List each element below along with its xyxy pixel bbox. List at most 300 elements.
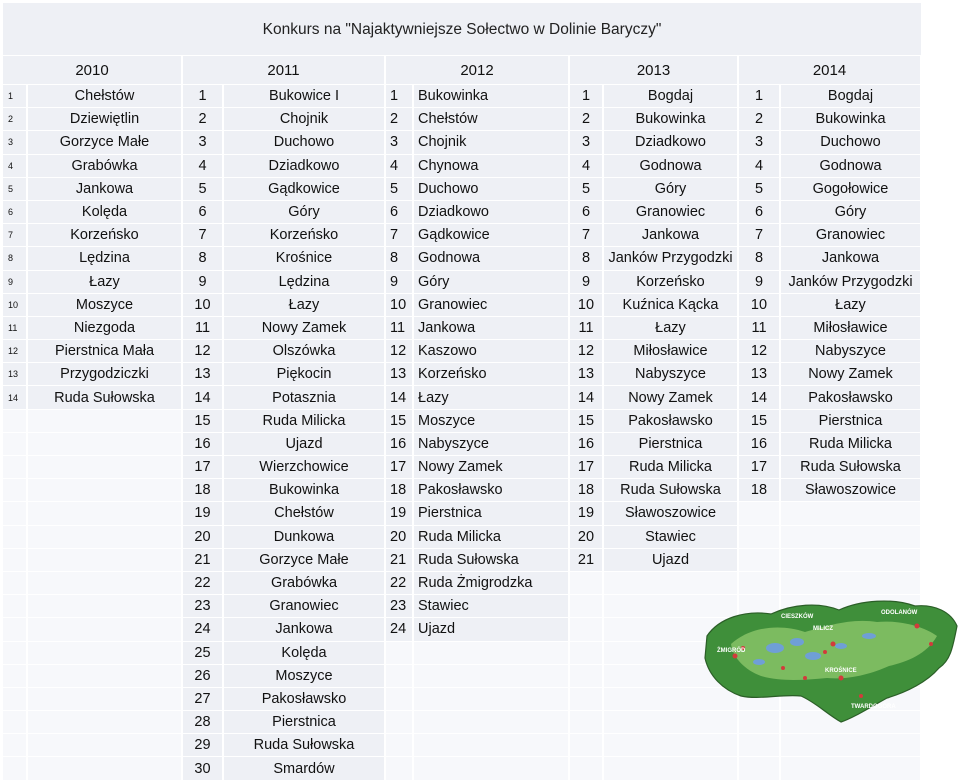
- rank-cell-2012: 1: [386, 85, 412, 107]
- rank-cell-2010: 12: [3, 340, 26, 362]
- rank-cell-2014: 5: [739, 178, 779, 200]
- village-cell-2011: Ruda Sułowska: [224, 734, 384, 756]
- rank-cell-2011: 26: [183, 665, 222, 687]
- village-cell-2012: Godnowa: [414, 247, 568, 269]
- rank-cell-2010: [3, 526, 26, 548]
- table-row: [3, 386, 921, 408]
- village-cell-2012: Korzeńsko: [414, 363, 568, 385]
- rank-cell-2010: 3: [3, 131, 26, 153]
- rank-cell-2011: 28: [183, 711, 222, 733]
- rank-cell-2010: [3, 572, 26, 594]
- rank-cell-2010: [3, 757, 26, 779]
- village-cell-2011: Dunkowa: [224, 526, 384, 548]
- year-header-2013: 2013: [570, 56, 737, 84]
- village-cell-2013: Pierstnica: [604, 433, 737, 455]
- village-cell-2010: [28, 757, 181, 779]
- village-cell-2011: Jankowa: [224, 618, 384, 640]
- table-row: [3, 363, 921, 385]
- village-cell-2010: Ruda Sułowska: [28, 386, 181, 408]
- rank-cell-2013: 20: [570, 526, 602, 548]
- village-cell-2014: Jankowa: [781, 247, 920, 269]
- village-cell-2013: [604, 572, 737, 594]
- table-row: [3, 85, 921, 107]
- rank-cell-2011: 13: [183, 363, 222, 385]
- year-header-2012: 2012: [386, 56, 568, 84]
- rank-cell-2012: 19: [386, 502, 412, 524]
- rank-cell-2011: 9: [183, 271, 222, 293]
- rank-cell-2012: [386, 734, 412, 756]
- rank-cell-2013: [570, 688, 602, 710]
- village-cell-2014: Sławoszowice: [781, 479, 920, 501]
- rank-cell-2014: [739, 502, 779, 524]
- village-cell-2013: Pakosławsko: [604, 410, 737, 432]
- rank-cell-2010: [3, 479, 26, 501]
- rank-cell-2010: 11: [3, 317, 26, 339]
- rank-cell-2013: 17: [570, 456, 602, 478]
- village-cell-2010: [28, 734, 181, 756]
- village-cell-2012: Chynowa: [414, 155, 568, 177]
- rank-cell-2013: 19: [570, 502, 602, 524]
- rank-cell-2013: [570, 572, 602, 594]
- rank-cell-2014: [739, 549, 779, 571]
- table-row: [3, 131, 921, 153]
- table-row: [3, 526, 921, 548]
- map-label-cieszkow: CIESZKÓW: [781, 614, 814, 620]
- village-cell-2013: Sławoszowice: [604, 502, 737, 524]
- village-cell-2010: Kolęda: [28, 201, 181, 223]
- village-cell-2011: Góry: [224, 201, 384, 223]
- village-cell-2014: Ruda Sułowska: [781, 456, 920, 478]
- year-header-2011: 2011: [183, 56, 384, 84]
- village-cell-2012: Ruda Milicka: [414, 526, 568, 548]
- rank-cell-2010: [3, 549, 26, 571]
- rank-cell-2014: 18: [739, 479, 779, 501]
- village-cell-2014: Pierstnica: [781, 410, 920, 432]
- village-cell-2012: Łazy: [414, 386, 568, 408]
- rank-cell-2010: [3, 502, 26, 524]
- rank-cell-2013: 2: [570, 108, 602, 130]
- dolina-baryczy-map-image: [701, 596, 959, 728]
- rank-cell-2011: 18: [183, 479, 222, 501]
- village-cell-2013: Korzeńsko: [604, 271, 737, 293]
- rank-cell-2012: [386, 711, 412, 733]
- rank-cell-2012: [386, 642, 412, 664]
- rank-cell-2010: [3, 711, 26, 733]
- village-cell-2014: [781, 549, 920, 571]
- village-cell-2010: [28, 618, 181, 640]
- rank-cell-2013: [570, 711, 602, 733]
- village-cell-2010: Niezgoda: [28, 317, 181, 339]
- village-cell-2011: Krośnice: [224, 247, 384, 269]
- village-cell-2011: Kolęda: [224, 642, 384, 664]
- village-cell-2011: Potasznia: [224, 386, 384, 408]
- rank-cell-2012: 7: [386, 224, 412, 246]
- village-cell-2010: [28, 688, 181, 710]
- village-cell-2012: Duchowo: [414, 178, 568, 200]
- rank-cell-2012: 10: [386, 294, 412, 316]
- village-cell-2014: Janków Przygodzki: [781, 271, 920, 293]
- village-cell-2013: Łazy: [604, 317, 737, 339]
- rank-cell-2012: 23: [386, 595, 412, 617]
- rank-cell-2013: 11: [570, 317, 602, 339]
- rank-cell-2013: 15: [570, 410, 602, 432]
- village-cell-2013: Bukowinka: [604, 108, 737, 130]
- rank-cell-2013: 7: [570, 224, 602, 246]
- village-cell-2014: Bukowinka: [781, 108, 920, 130]
- village-cell-2011: Bukowice I: [224, 85, 384, 107]
- table-row: [3, 294, 921, 316]
- table-row: [3, 572, 921, 594]
- rank-cell-2011: 12: [183, 340, 222, 362]
- rank-cell-2010: 5: [3, 178, 26, 200]
- sheet-title: Konkurs na "Najaktywniejsze Sołectwo w Dolinie Baryczy": [3, 3, 921, 55]
- village-cell-2014: [781, 526, 920, 548]
- rank-cell-2010: 1: [3, 85, 26, 107]
- village-cell-2014: Godnowa: [781, 155, 920, 177]
- rank-cell-2010: [3, 433, 26, 455]
- table-row: [3, 178, 921, 200]
- village-cell-2012: Pakosławsko: [414, 479, 568, 501]
- rank-cell-2013: 18: [570, 479, 602, 501]
- village-cell-2014: Miłosławice: [781, 317, 920, 339]
- rank-cell-2011: 23: [183, 595, 222, 617]
- rank-cell-2012: 3: [386, 131, 412, 153]
- rank-cell-2012: 8: [386, 247, 412, 269]
- village-cell-2013: Ruda Milicka: [604, 456, 737, 478]
- rank-cell-2011: 7: [183, 224, 222, 246]
- rank-cell-2014: 12: [739, 340, 779, 362]
- rank-cell-2014: 14: [739, 386, 779, 408]
- village-cell-2012: Granowiec: [414, 294, 568, 316]
- rank-cell-2011: 14: [183, 386, 222, 408]
- village-cell-2010: [28, 711, 181, 733]
- village-cell-2011: Korzeńsko: [224, 224, 384, 246]
- rank-cell-2011: 1: [183, 85, 222, 107]
- village-cell-2011: Chełstów: [224, 502, 384, 524]
- rank-cell-2010: 10: [3, 294, 26, 316]
- table-row: [3, 340, 921, 362]
- rank-cell-2014: 15: [739, 410, 779, 432]
- rank-cell-2014: 2: [739, 108, 779, 130]
- rank-cell-2012: 15: [386, 410, 412, 432]
- village-cell-2012: Bukowinka: [414, 85, 568, 107]
- village-cell-2010: [28, 526, 181, 548]
- village-cell-2014: Bogdaj: [781, 85, 920, 107]
- village-cell-2012: Pierstnica: [414, 502, 568, 524]
- rank-cell-2010: [3, 665, 26, 687]
- village-cell-2010: [28, 456, 181, 478]
- rank-cell-2011: 27: [183, 688, 222, 710]
- rank-cell-2012: 16: [386, 433, 412, 455]
- village-cell-2013: Stawiec: [604, 526, 737, 548]
- village-cell-2013: Jankowa: [604, 224, 737, 246]
- village-cell-2011: Ujazd: [224, 433, 384, 455]
- rank-cell-2012: 6: [386, 201, 412, 223]
- rank-cell-2013: 10: [570, 294, 602, 316]
- rank-cell-2014: 9: [739, 271, 779, 293]
- village-cell-2011: Łazy: [224, 294, 384, 316]
- rank-cell-2013: 14: [570, 386, 602, 408]
- rank-cell-2012: 22: [386, 572, 412, 594]
- rank-cell-2010: [3, 410, 26, 432]
- table-row: [3, 734, 921, 756]
- village-cell-2010: [28, 410, 181, 432]
- village-cell-2012: Stawiec: [414, 595, 568, 617]
- rank-cell-2013: 16: [570, 433, 602, 455]
- village-cell-2012: [414, 665, 568, 687]
- village-cell-2011: Ruda Milicka: [224, 410, 384, 432]
- village-cell-2010: [28, 665, 181, 687]
- village-cell-2010: Łazy: [28, 271, 181, 293]
- village-cell-2014: [781, 734, 920, 756]
- rank-cell-2012: 20: [386, 526, 412, 548]
- village-cell-2010: [28, 549, 181, 571]
- rank-cell-2014: 3: [739, 131, 779, 153]
- village-cell-2010: [28, 479, 181, 501]
- rank-cell-2013: 12: [570, 340, 602, 362]
- rank-cell-2013: 8: [570, 247, 602, 269]
- village-cell-2010: [28, 595, 181, 617]
- village-cell-2012: Ruda Sułowska: [414, 549, 568, 571]
- rank-cell-2012: [386, 688, 412, 710]
- rank-cell-2013: [570, 665, 602, 687]
- rank-cell-2014: 1: [739, 85, 779, 107]
- village-cell-2014: Gogołowice: [781, 178, 920, 200]
- table-row: [3, 502, 921, 524]
- rank-cell-2012: [386, 665, 412, 687]
- year-header-2010: 2010: [3, 56, 181, 84]
- table-row: [3, 271, 921, 293]
- rank-cell-2012: 24: [386, 618, 412, 640]
- village-cell-2013: Nabyszyce: [604, 363, 737, 385]
- village-cell-2011: Piękocin: [224, 363, 384, 385]
- village-cell-2011: Smardów: [224, 757, 384, 779]
- rank-cell-2010: 6: [3, 201, 26, 223]
- village-cell-2012: Ujazd: [414, 618, 568, 640]
- village-cell-2010: Dziewiętlin: [28, 108, 181, 130]
- rank-cell-2014: 6: [739, 201, 779, 223]
- rank-cell-2010: [3, 618, 26, 640]
- rank-cell-2010: [3, 734, 26, 756]
- rank-cell-2014: 8: [739, 247, 779, 269]
- rank-cell-2012: 21: [386, 549, 412, 571]
- table-row: [3, 433, 921, 455]
- village-cell-2014: Nabyszyce: [781, 340, 920, 362]
- rank-cell-2013: [570, 595, 602, 617]
- village-cell-2014: Ruda Milicka: [781, 433, 920, 455]
- village-cell-2014: Góry: [781, 201, 920, 223]
- village-cell-2014: Duchowo: [781, 131, 920, 153]
- rank-cell-2013: 5: [570, 178, 602, 200]
- village-cell-2010: [28, 433, 181, 455]
- rank-cell-2011: 29: [183, 734, 222, 756]
- rank-cell-2014: [739, 572, 779, 594]
- village-cell-2013: Bogdaj: [604, 85, 737, 107]
- rank-cell-2011: 4: [183, 155, 222, 177]
- village-cell-2011: Wierzchowice: [224, 456, 384, 478]
- rank-cell-2010: [3, 688, 26, 710]
- village-cell-2013: [604, 757, 737, 779]
- village-cell-2013: Dziadkowo: [604, 131, 737, 153]
- rank-cell-2011: 17: [183, 456, 222, 478]
- rank-cell-2013: [570, 757, 602, 779]
- rank-cell-2010: [3, 595, 26, 617]
- rank-cell-2011: 6: [183, 201, 222, 223]
- rank-cell-2010: [3, 456, 26, 478]
- rank-cell-2010: 8: [3, 247, 26, 269]
- rank-cell-2011: 30: [183, 757, 222, 779]
- rank-cell-2012: 12: [386, 340, 412, 362]
- rank-cell-2014: [739, 757, 779, 779]
- table-row: [3, 456, 921, 478]
- village-cell-2012: Nabyszyce: [414, 433, 568, 455]
- rank-cell-2013: [570, 642, 602, 664]
- rank-cell-2012: 18: [386, 479, 412, 501]
- rank-cell-2011: 15: [183, 410, 222, 432]
- village-cell-2013: Nowy Zamek: [604, 386, 737, 408]
- village-cell-2011: Lędzina: [224, 271, 384, 293]
- village-cell-2012: Gądkowice: [414, 224, 568, 246]
- village-cell-2010: Lędzina: [28, 247, 181, 269]
- rank-cell-2014: 17: [739, 456, 779, 478]
- table-row: [3, 224, 921, 246]
- village-cell-2012: Jankowa: [414, 317, 568, 339]
- rank-cell-2010: [3, 642, 26, 664]
- village-cell-2013: Góry: [604, 178, 737, 200]
- rank-cell-2011: 2: [183, 108, 222, 130]
- village-cell-2014: [781, 502, 920, 524]
- village-cell-2010: [28, 642, 181, 664]
- rank-cell-2014: 11: [739, 317, 779, 339]
- village-cell-2012: Kaszowo: [414, 340, 568, 362]
- rank-cell-2013: 13: [570, 363, 602, 385]
- village-cell-2012: [414, 642, 568, 664]
- village-cell-2013: Granowiec: [604, 201, 737, 223]
- village-cell-2010: Grabówka: [28, 155, 181, 177]
- table-row: [3, 108, 921, 130]
- rank-cell-2014: 4: [739, 155, 779, 177]
- village-cell-2013: [604, 734, 737, 756]
- rank-cell-2012: 13: [386, 363, 412, 385]
- map-label-zmigrod: ŻMIGRÓD: [717, 648, 746, 654]
- village-cell-2014: [781, 572, 920, 594]
- rank-cell-2014: 10: [739, 294, 779, 316]
- village-cell-2012: Nowy Zamek: [414, 456, 568, 478]
- table-row: [3, 317, 921, 339]
- rank-cell-2010: 7: [3, 224, 26, 246]
- village-cell-2012: [414, 688, 568, 710]
- table-row: [3, 247, 921, 269]
- village-cell-2013: Kuźnica Kącka: [604, 294, 737, 316]
- table-row: [3, 479, 921, 501]
- village-cell-2010: Moszyce: [28, 294, 181, 316]
- village-cell-2014: Nowy Zamek: [781, 363, 920, 385]
- rank-cell-2014: 13: [739, 363, 779, 385]
- village-cell-2013: Ujazd: [604, 549, 737, 571]
- village-cell-2013: Janków Przygodzki: [604, 247, 737, 269]
- rank-cell-2014: 16: [739, 433, 779, 455]
- village-cell-2011: Granowiec: [224, 595, 384, 617]
- rank-cell-2013: [570, 618, 602, 640]
- village-cell-2010: Jankowa: [28, 178, 181, 200]
- rank-cell-2011: 8: [183, 247, 222, 269]
- table-row: [3, 155, 921, 177]
- rank-cell-2013: 6: [570, 201, 602, 223]
- rank-cell-2010: 2: [3, 108, 26, 130]
- village-cell-2012: [414, 757, 568, 779]
- village-cell-2011: Bukowinka: [224, 479, 384, 501]
- village-cell-2011: Moszyce: [224, 665, 384, 687]
- rank-cell-2012: 14: [386, 386, 412, 408]
- village-cell-2012: Chojnik: [414, 131, 568, 153]
- rank-cell-2013: 3: [570, 131, 602, 153]
- rank-cell-2011: 3: [183, 131, 222, 153]
- village-cell-2012: Góry: [414, 271, 568, 293]
- rank-cell-2013: 1: [570, 85, 602, 107]
- rank-cell-2011: 25: [183, 642, 222, 664]
- table-row: [3, 549, 921, 571]
- village-cell-2011: Olszówka: [224, 340, 384, 362]
- village-cell-2011: Nowy Zamek: [224, 317, 384, 339]
- village-cell-2011: Grabówka: [224, 572, 384, 594]
- rank-cell-2010: 13: [3, 363, 26, 385]
- rank-cell-2010: 9: [3, 271, 26, 293]
- rank-cell-2011: 22: [183, 572, 222, 594]
- rank-cell-2014: 7: [739, 224, 779, 246]
- village-cell-2012: [414, 734, 568, 756]
- village-cell-2012: Dziadkowo: [414, 201, 568, 223]
- rank-cell-2011: 21: [183, 549, 222, 571]
- rank-cell-2010: 14: [3, 386, 26, 408]
- rank-cell-2013: [570, 734, 602, 756]
- village-cell-2014: [781, 757, 920, 779]
- rank-cell-2014: [739, 526, 779, 548]
- rank-cell-2011: 19: [183, 502, 222, 524]
- village-cell-2010: Chełstów: [28, 85, 181, 107]
- village-cell-2012: [414, 711, 568, 733]
- village-cell-2012: Chełstów: [414, 108, 568, 130]
- rank-cell-2011: 10: [183, 294, 222, 316]
- map-label-twardogora: TWARDOGÓRA: [851, 704, 896, 710]
- rank-cell-2011: 5: [183, 178, 222, 200]
- rank-cell-2011: 20: [183, 526, 222, 548]
- year-header-row: [3, 56, 921, 84]
- village-cell-2013: Miłosławice: [604, 340, 737, 362]
- rank-cell-2012: 11: [386, 317, 412, 339]
- village-cell-2011: Chojnik: [224, 108, 384, 130]
- year-header-2014: 2014: [739, 56, 920, 84]
- rank-cell-2012: [386, 757, 412, 779]
- village-cell-2010: Przygodziczki: [28, 363, 181, 385]
- rank-cell-2011: 11: [183, 317, 222, 339]
- village-cell-2013: Godnowa: [604, 155, 737, 177]
- village-cell-2010: [28, 502, 181, 524]
- rank-cell-2012: 17: [386, 456, 412, 478]
- village-cell-2011: Duchowo: [224, 131, 384, 153]
- village-cell-2014: Pakosławsko: [781, 386, 920, 408]
- rank-cell-2012: 9: [386, 271, 412, 293]
- rank-cell-2011: 16: [183, 433, 222, 455]
- village-cell-2010: Gorzyce Małe: [28, 131, 181, 153]
- village-cell-2014: Granowiec: [781, 224, 920, 246]
- map-label-milicz: MILICZ: [813, 626, 833, 632]
- village-cell-2011: Gądkowice: [224, 178, 384, 200]
- village-cell-2013: Ruda Sułowska: [604, 479, 737, 501]
- table-row: [3, 410, 921, 432]
- village-cell-2011: Gorzyce Małe: [224, 549, 384, 571]
- village-cell-2010: [28, 572, 181, 594]
- village-cell-2010: Korzeńsko: [28, 224, 181, 246]
